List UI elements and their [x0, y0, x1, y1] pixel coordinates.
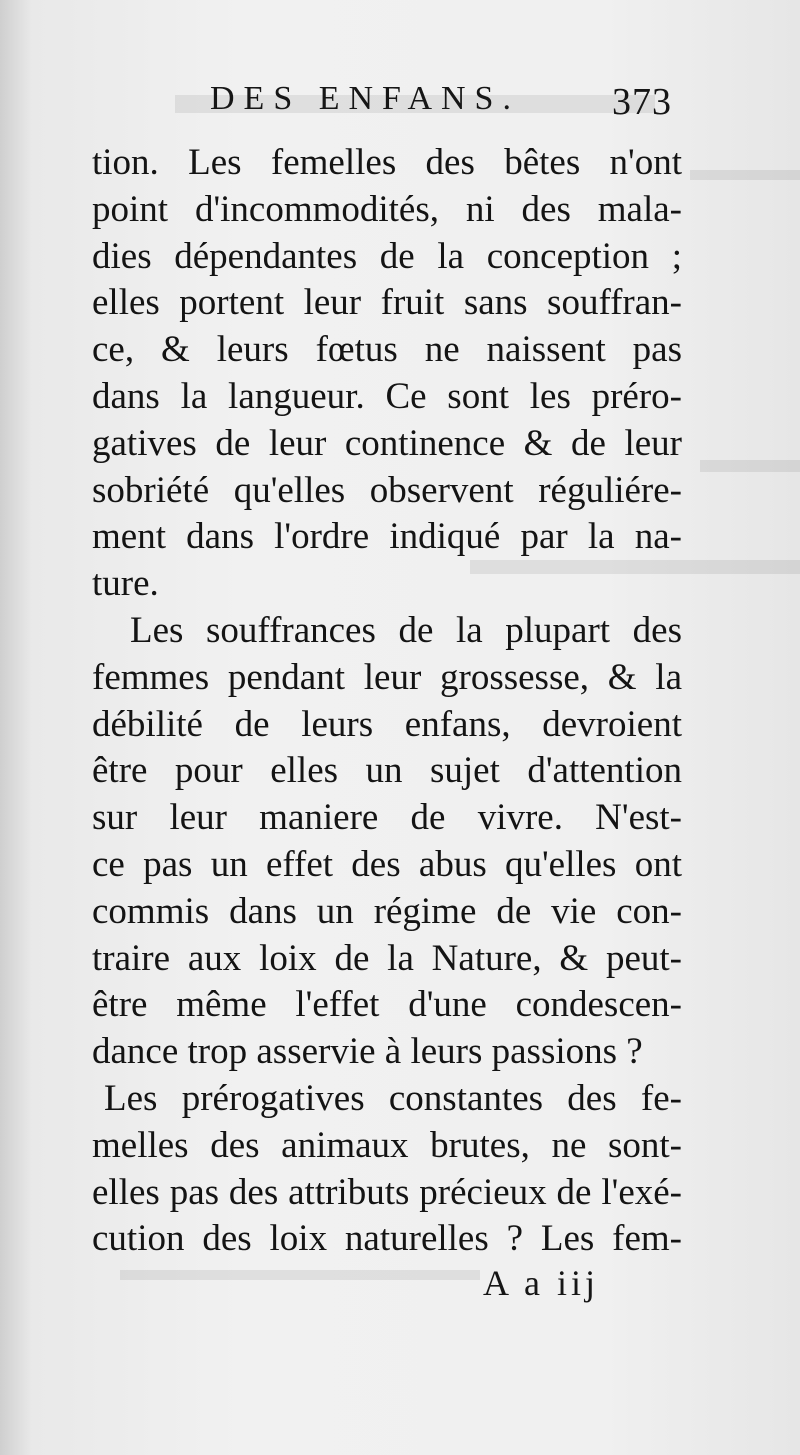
text-line: gatives de leur continence & de leur [92, 422, 682, 464]
signature-mark: A a iij [483, 1263, 599, 1303]
page-number: 373 [612, 81, 672, 123]
text-line: être même l'effet d'une condescen- [92, 984, 682, 1026]
text-line: elles portent leur fruit sans souffran- [92, 282, 682, 324]
text-line: Les souffrances de la plupart des [130, 609, 682, 651]
text-line: ment dans l'ordre indiqué par la na- [92, 516, 682, 558]
text-line: Les prérogatives constantes des fe- [104, 1077, 682, 1119]
text-line: melles des animaux brutes, ne sont- [92, 1124, 682, 1166]
body-text [92, 140, 682, 1263]
text-line: commis dans un régime de vie con- [92, 890, 682, 932]
text-line: débilité de leurs enfans, devroient [92, 703, 682, 745]
text-line: être pour elles un sujet d'attention [92, 750, 682, 792]
text-line: dies dépendantes de la conception ; [92, 235, 682, 277]
text-line: traire aux loix de la Nature, & peut- [92, 937, 682, 979]
text-line: sobriété qu'elles observent réguliére- [92, 469, 682, 511]
text-line: dans la langueur. Ce sont les préro- [92, 375, 682, 417]
text-line: dance trop asservie à leurs passions ? [92, 1031, 643, 1073]
page-header [210, 80, 680, 130]
text-line: cution des loix naturelles ? Les fem- [92, 1218, 682, 1260]
text-line: femmes pendant leur grossesse, & la [92, 656, 682, 698]
text-line: sur leur maniere de vivre. N'est- [92, 797, 682, 839]
text-line: elles pas des attributs précieux de l'exé- [92, 1171, 682, 1213]
text-line: tion. Les femelles des bêtes n'ont [92, 142, 682, 183]
text-line: ce pas un effet des abus qu'elles ont [92, 843, 682, 885]
text-line: ture. [92, 563, 159, 605]
text-line: ce, & leurs fœtus ne naissent pas [92, 329, 682, 371]
running-head: DES ENFANS. [210, 80, 520, 117]
text-line: point d'incommodités, ni des mala- [92, 188, 682, 230]
